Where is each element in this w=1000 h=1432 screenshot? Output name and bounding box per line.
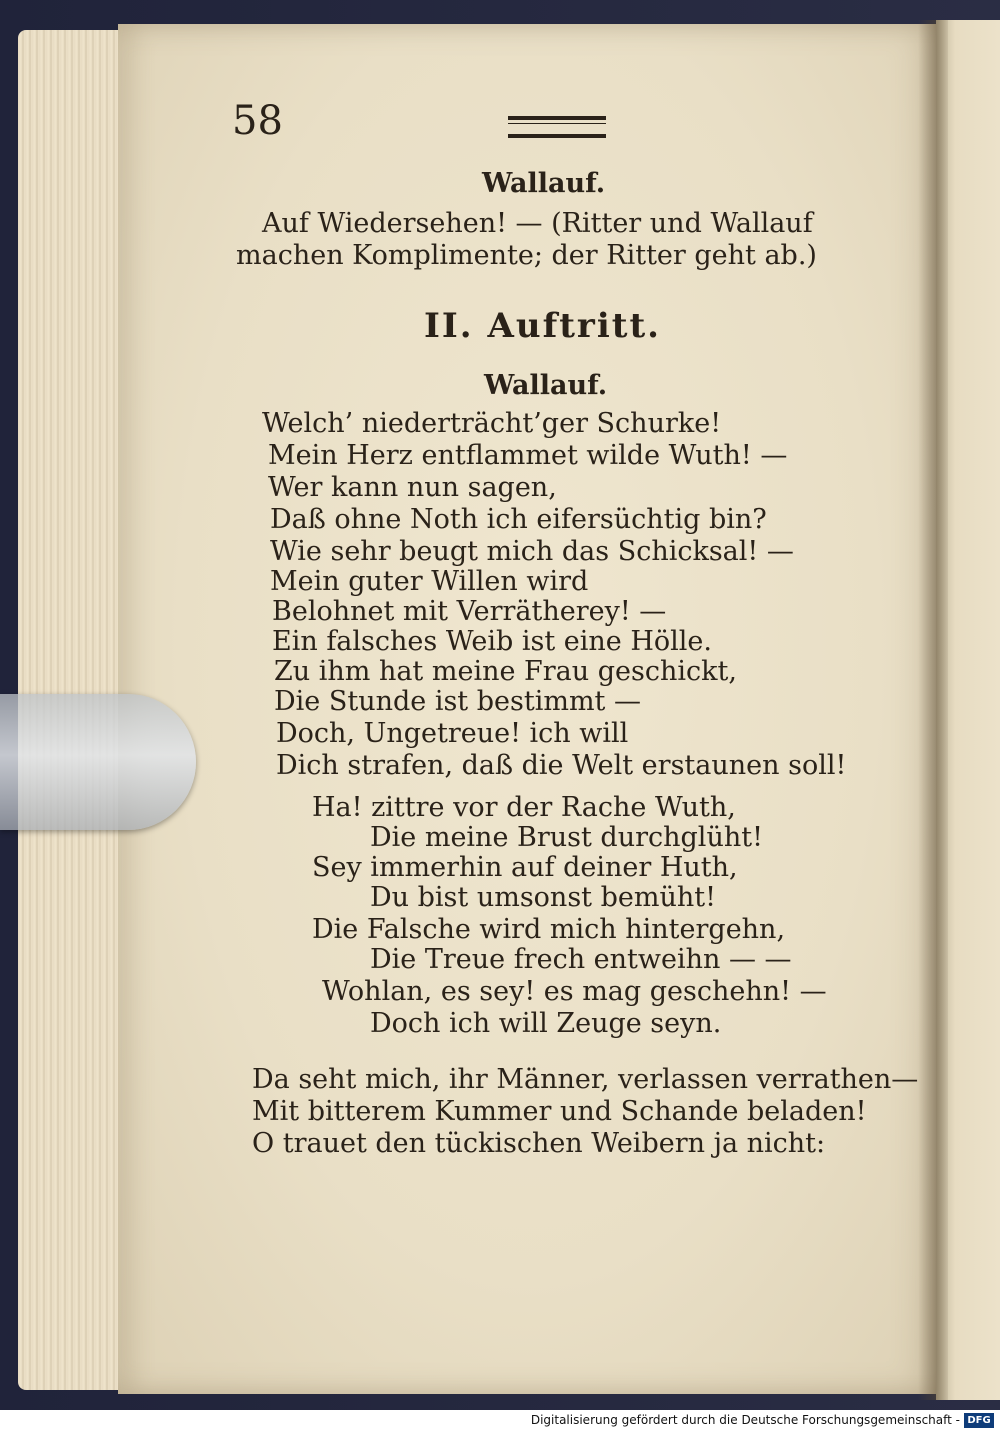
verse-line: Doch, Ungetreue! ich will — [276, 718, 629, 749]
verse-line: Die Stunde ist bestimmt — — [274, 686, 641, 717]
verse-line: Daß ohne Noth ich eifersüchtig bin? — [270, 504, 767, 535]
aria-line: Ha! zittre vor der Rache Wuth, — [312, 792, 736, 823]
footer-bar — [0, 1410, 1000, 1432]
gutter-shadow — [918, 20, 948, 1400]
verse-line: Mein guter Willen wird — [270, 566, 589, 597]
speaker-heading: Wallauf. — [484, 370, 608, 401]
verse-line: Wer kann nun sagen, — [268, 472, 557, 503]
aria-line: Sey immerhin auf deiner Huth, — [312, 852, 738, 883]
page-holder-clip — [0, 694, 196, 830]
aria-line: Doch ich will Zeuge seyn. — [370, 1008, 722, 1039]
verse-line: Dich strafen, daß die Welt erstaunen soll! — [276, 750, 847, 781]
verse-line: Belohnet mit Verrätherey! — — [272, 596, 667, 627]
digitization-credit: Digitalisierung gefördert durch die Deutsche Forschungsgemeinschaft - — [530, 1413, 960, 1427]
aria-line: Die Falsche wird mich hintergehn, — [312, 914, 786, 945]
verse-line: Zu ihm hat meine Frau geschickt, — [274, 656, 737, 687]
closing-line: O trauet den tückischen Weibern ja nicht: — [252, 1128, 826, 1159]
closing-line: Mit bitterem Kummer und Schande beladen! — [252, 1096, 867, 1127]
aria-line: Die meine Brust durchglüht! — [370, 822, 763, 853]
scene-title: II. Auftritt. — [424, 306, 661, 346]
verse-line: Ein falsches Weib ist eine Hölle. — [272, 626, 712, 657]
speaker-heading: Wallauf. — [482, 168, 606, 199]
aria-line: Die Treue frech entweihn — — — [370, 944, 792, 975]
closing-line: Da seht mich, ihr Männer, verlassen verrathen— — [252, 1064, 919, 1095]
prose-line: machen Komplimente; der Ritter geht ab.) — [236, 240, 817, 271]
header-ornament — [508, 116, 606, 138]
dfg-logo: DFG — [964, 1413, 994, 1428]
verse-line: Mein Herz entflammet wilde Wuth! — — [268, 440, 788, 471]
verse-line: Wie sehr beugt mich das Schicksal! — — [270, 536, 794, 567]
aria-line: Wohlan, es sey! es mag geschehn! — — [322, 976, 827, 1007]
verse-line: Welch’ niederträcht’ger Schurke! — [262, 408, 722, 439]
page-number: 58 — [232, 98, 283, 144]
aria-line: Du bist umsonst bemüht! — [370, 882, 716, 913]
prose-line: Auf Wiedersehen! — (Ritter und Wallauf — [262, 208, 813, 239]
